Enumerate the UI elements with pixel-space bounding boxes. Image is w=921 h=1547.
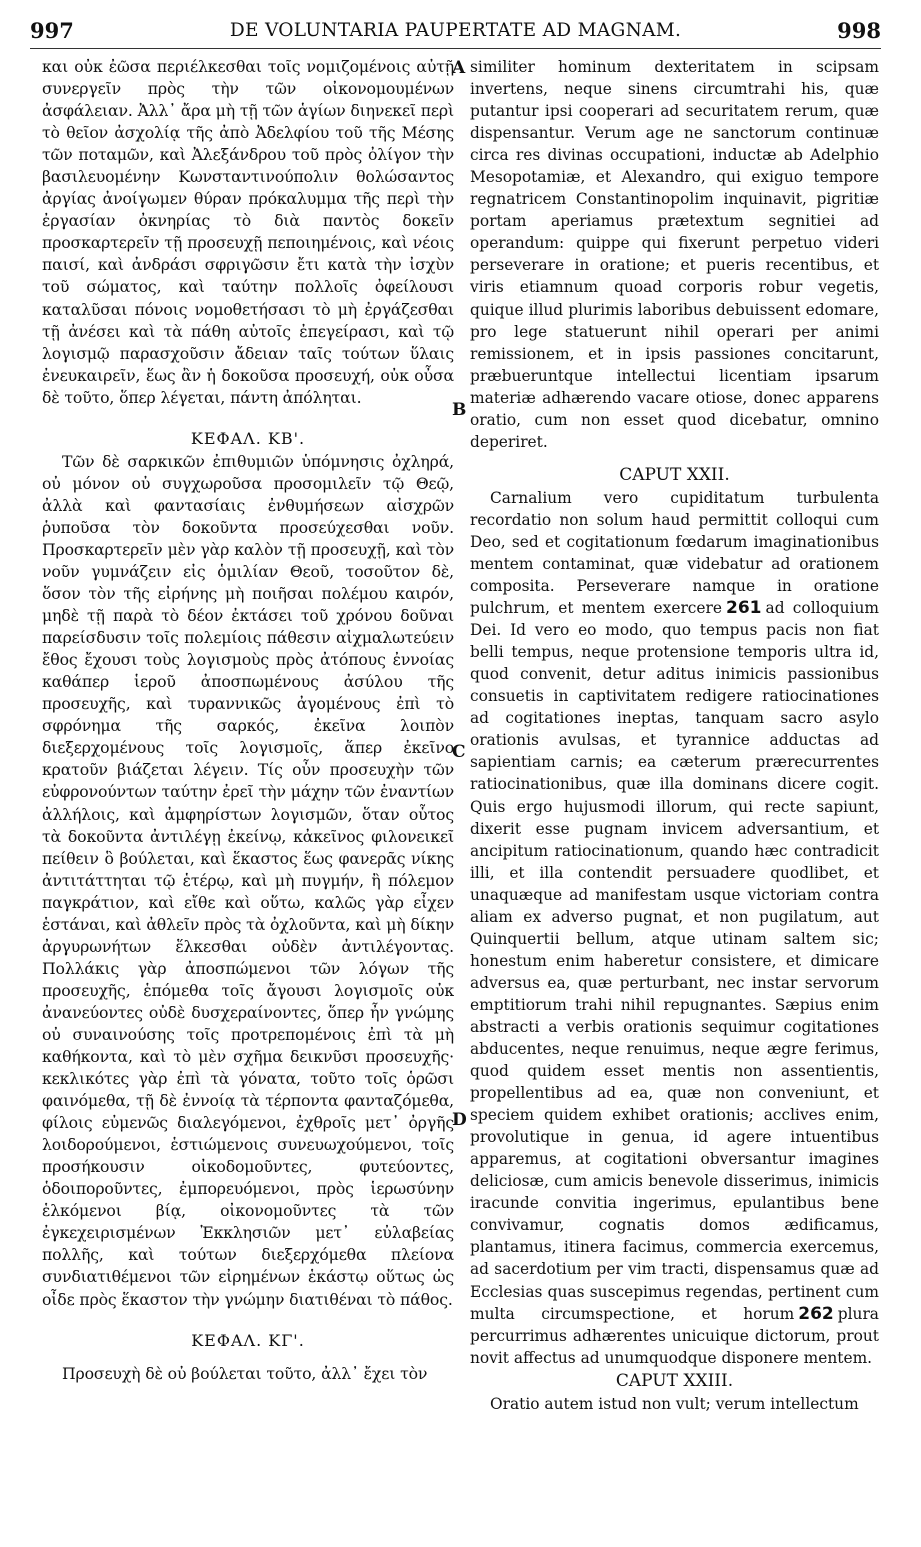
running-title: DE VOLUNTARIA PAUPERTATE AD MAGNAM.	[229, 20, 682, 41]
margin-marker-b: B	[452, 400, 467, 420]
latin-paragraph-1: similiter hominum dexteritatem in scipsam invertens, neque sinens circumtrahi his, quæ putantur ipsi cooperari ad securitatem rerum, quæ dispensantur. Verum age ne sanctorum continuæ circa res divinas occupationi, inductæ ab Adelphio Mesopotamiæ, et Alexandro, qui exiguo tempore regnatricem Constantinopolim inquinavit, pigritiæ portam aperiamus prætextum segnitiei ad operandum: quippe qui fixerunt perpetuo videri perseverare in oratione; et pueris recentibus, et viris etiamnum quoad corporis robur vegetis, quique illud plurimis laboribus debuissent edomare, pro lege statuerunt nihil operari per animi remissionem, et in ipsis passiones concitarunt, præbueruntque intellectui licentiam ipsarum materiæ adhærendo vacare otiose, donec apparens oratio, cum non esset quod dicebatur, omnino deperiret.	[470, 58, 879, 451]
latin-paragraph-2-part-1: Carnalium vero cupiditatum turbulenta recordatio non solum haud permittit colloqui cum Deo, sed et cogitationum fœdarum imaginationibus mentem contaminat, quæ videbatur ad orationem composita. Perseverare namque in oratione pulchrum, et mentem exercere	[470, 488, 879, 618]
latin-chapter-heading-23: CAPUT XXIII.	[615, 1370, 734, 1391]
margin-marker-c: C	[452, 742, 466, 762]
greek-paragraph-1: και οὐκ ἐῶσα περιέλκεσθαι τοῖς νομιζομένοις αὐτῇ συνεργεῖν πρὸς τὴν τῶν οἰκονομουμένων ἀσφάλειαν. Ἀλλ᾽ ἄρα μὴ τῇ τῶν ἁγίων διηνεκεῖ περὶ τὸ θεῖον ἀσχολίᾳ τῆς ἀπὸ Ἀδελφίου τοῦ τῆς Μέσης τῶν ποταμῶν, καὶ Ἀλεξάνδρου τοῦ πρὸς ὀλίγον τὴν βασιλευομένην Κωνσταντινούπολιν θολώσαντος ἀργίας ἀνοίγωμεν θύραν πρόκαλυμμα τῆς περὶ τὴν ἐργασίαν ὀκνηρίας τὸ διὰ παντὸς δοκεῖν προσκαρτερεῖν τῇ προσευχῇ πεποιημένοις, καὶ νέοις παισί, καὶ ἀνδράσι σφριγῶσιν ἔτι κατὰ τὴν ἰσχὺν τοῦ σώματος, καὶ ταύτην πολλοῖς ὀφείλουσι καταλῦσαι πόνοις νομοθετήσασι τὸ μὴ ἐργάζεσθαι τῇ ἀνέσει καὶ τὰ πάθη αὐτοῖς ἐπεγείρασι, καὶ τῷ λογισμῷ παρασχοῦσιν ἄδειαν ταῖς τούτων ὕλαις ἐνευκαιρεῖν, ἕως ἂν ἡ δοκοῦσα προσευχή, οὐκ οὖσα δὲ τοῦτο, ὅπερ λέγεται, πάντη ἀπόληται.	[42, 57, 454, 407]
column-number-262: 262	[798, 1303, 834, 1324]
margin-marker-a: A	[452, 58, 466, 78]
page-header	[30, 18, 881, 46]
margin-marker-d: D	[452, 1110, 467, 1130]
latin-paragraph-2-part-2: ad colloquium Dei. Id vero eo modo, quo tempus pacis non fiat belli tempus, neque protensione temporis ultra id, quod convenit, detur aditus inimicis passionibus consuetis in captivitatem redigere ratiocinationes ad cogitationes ineptas, tanquam sacro asylo orationis avulsas, et tyrannice adductas ad sapientiam carnis; ea cæterum prærecurrentes ratiocinationibus, quæ illa dominans dicere cogit. Quis ergo hujusmodi illorum, qui recte sapiunt, dixerit esse pugnam invicem adversantium, et ancipitum ratiocinationum, quando hæc contradicit illi, et illa contendit persuadere quodlibet, et unaquæque ad manifestam usque victoriam contra aliam ex adverso pugnat, et non pugilatum, aut Quinquertii bellum, atque utinam saltem sic; honestum enim haberetur consistere, et dimicare adversus ea, quæ perturbant, nec instar servorum emptitiorum trahi nihil repugnantes. Sæpius enim abstracti a verbis orationis sequimur cogitationes abducentes, neque renuimus, neque ægre ferimus, quod quidem esset mentis non assentientis, propellentibus ad ea, quæ non conveniunt, et speciem quidem exhibet orationis; acclives enim, provolutique in genua, id agere intuentibus apparemus, at cogitationi obversantur imagines deliciosæ, cum amicis benevole disserimus, inimicis iracunde convitia ingerimus, epulantibus bene convivamur, cognatis domos ædificamus, plantamus, itinera facimus, commercia exercemus, ad sacerdotium per vim tracti, dispensamus quæ ad Ecclesias quas suscepimus regendas, pertinent cum multa circumspectione, et horum	[470, 599, 879, 1323]
latin-chapter-heading-22: CAPUT XXII.	[619, 464, 730, 485]
latin-paragraph-2	[470, 487, 879, 1369]
greek-chapter-heading-22: ΚΕΦΑΛ. ΚΒ'.	[190, 428, 306, 448]
header-rule	[30, 48, 881, 49]
latin-paragraph-2-part-3: plura percurrimus adhærentes unicuique dictorum, prout novit affectus ad unumquodque disponere mentem.	[470, 1304, 879, 1367]
latin-column	[470, 56, 879, 1415]
greek-paragraph-3: Προσευχὴ δὲ οὐ βούλεται τοῦτο, ἀλλ᾽ ἔχει τὸν	[62, 1363, 428, 1383]
latin-paragraph-3: Oratio autem istud non vult; verum intellectum	[490, 1394, 859, 1413]
column-number-261: 261	[726, 598, 762, 619]
greek-paragraph-2: Τῶν δὲ σαρκικῶν ἐπιθυμιῶν ὑπόμνησις ὀχληρά, οὐ μόνον οὐ συγχωροῦσα προσομιλεῖν τῷ Θεῷ, ἀλλὰ καὶ φαντασίαις ἐνθυμήσεων αἰσχρῶν ῥυποῦσα τὸν δοκοῦντα προσεύχεσθαι νοῦν. Προσκαρτερεῖν μὲν γὰρ καλὸν τῇ προσευχῇ, καὶ τὸν νοῦν γυμνάζειν εἰς ὁμιλίαν Θεοῦ, τοσοῦτον δὲ, ὅσον τὸν τῆς εἰρήνης μὴ ποιῆσαι πολέμου καιρόν, μηδὲ τῇ παρὰ τὸ δέον ἐκτάσει τοῦ χρόνου δοῦναι παρείσδυσιν τοῖς πολεμίοις πάθεσιν αἰχμαλωτεύειν ἔθος ἔχουσι τοὺς λογισμοὺς πρὸς ἀτόπους ἐννοίας καθάπερ ἱεροῦ ἀποσπωμένους ἀσύλου τῆς προσευχῆς, καὶ τυραννικῶς ἀγομένους ἐπὶ τὸ σφρόνημα τῆς σαρκός, ἐκεῖνα λοιπὸν διεξερχομένους τοῖς λογισμοῖς, ἅπερ ἐκεῖνο κρατοῦν βιάζεται λέγειν. Τίς οὖν προσευχὴν τῶν εὐφρονούντων ταύτην ἐρεῖ τὴν μάχην τῶν ἐναντίων ἀλλήλοις, καὶ ἀμφηρίστων λογισμῶν, ὅταν οὗτος τὰ δοκοῦντα ἀντιλέγῃ ἐκείνῳ, κἀκεῖνος φιλονεικεῖ πείθειν ὃ βούλεται, καὶ ἕκαστος ἕως φανερᾶς νίκης ἀντιτάττηται τῷ ἑτέρῳ, καὶ μὴ πυγμήν, ἢ πόλεμον παγκράτιον, καὶ εἴθε καὶ οὕτω, καλῶς γὰρ εἶχεν ἑστάναι, καὶ ἀθλεῖν πρὸς τὰ ὀχλοῦντα, καὶ μὴ δίκην ἀργυρωνήτων ἕλκεσθαι οὐδὲν ἀντιλέγοντας. Πολλάκις γὰρ ἀποσπώμενοι τῶν λόγων τῆς προσευχῆς, ἑπόμεθα τοῖς ἄγουσι λογισμοῖς οὐκ ἀνανεύοντες οὐδὲ δυσχεραίνοντες, ὅπερ ἦν γνώμης οὐ συναινούσης τοῖς προτρεπομένοις ἐπὶ τὰ μὴ καθήκοντα, καὶ τὸ μὲν σχῆμα δεικνῦσι προσευχῆς· κεκλικότες γὰρ ἐπὶ τὰ γόνατα, τοῦτο τοῖς ὁρῶσι φαινόμεθα, τῇ δὲ ἐννοίᾳ τὰ τέρποντα φανταζόμεθα, φίλοις εὐμενῶς διαλεγόμενοι, ἐχθροῖς μετ᾽ ὀργῆς λοιδορούμενοι, ἑστιώμενοις συνευωχούμενοι, τοῖς προσήκουσιν οἰκοδομοῦντες, φυτεύοντες, ὁδοιποροῦντες, ἐμπορευόμενοι, πρὸς ἱερωσύνην ἑλκόμενοι βίᾳ, οἰκονομοῦντες τὰ τῶν ἐγκεχειρισμένων Ἐκκλησιῶν μετ᾽ εὐλαβείας πολλῆς, καὶ τούτων διεξερχόμεθα πλείονα συνδιατιθέμενοι τῶν εἰρημένων ἑκάστῳ οὕτως ὡς οἶδε πρὸς ἕκαστον τὴν γνώμην διατιθέναι τὸ πάθος.	[42, 451, 454, 1309]
page-number-left: 997	[30, 18, 74, 43]
greek-column	[42, 56, 454, 1385]
page-number-right: 998	[837, 18, 881, 43]
greek-chapter-heading-23: ΚΕΦΑΛ. ΚΓ'.	[191, 1330, 305, 1350]
